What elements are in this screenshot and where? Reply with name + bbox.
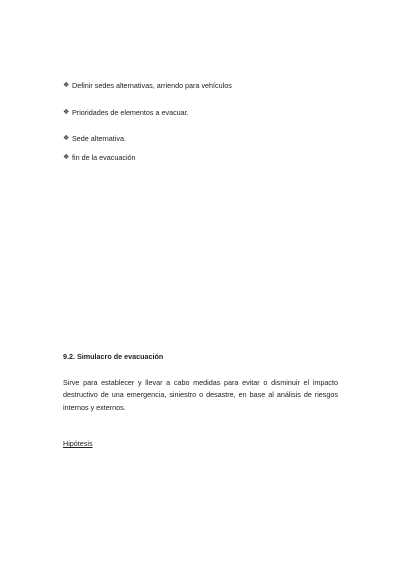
bullet-text: Definir sedes alternativas, arriendo para vehículos — [72, 81, 232, 90]
bullet-item-prioridades — [63, 108, 189, 118]
bullet-text: Prioridades de elementos a evacuar. — [72, 108, 189, 117]
bullet-text: fin de la evacuación — [72, 153, 136, 162]
bullet-item-fin-evacuacion — [63, 153, 136, 163]
bullet-item-sede-alternativa — [63, 134, 126, 144]
section-paragraph: Sirve para establecer y llevar a cabo medidas para evitar o disminuir el impacto destructivo de una emergencia, siniestro o desastre, en base al análisis de riesgos internos y externos. — [63, 378, 338, 412]
subsection-heading-hipotesis: Hipótesis — [63, 439, 93, 448]
section-heading: 9.2. Simulacro de evacuación — [63, 352, 164, 361]
diamond-bullet-icon: ❖ — [63, 109, 70, 116]
diamond-bullet-icon: ❖ — [63, 154, 70, 161]
diamond-bullet-icon: ❖ — [63, 82, 70, 89]
bullet-item-sedes-alternativas — [63, 81, 232, 91]
bullet-text: Sede alternativa. — [72, 134, 126, 143]
diamond-bullet-icon: ❖ — [63, 135, 70, 142]
